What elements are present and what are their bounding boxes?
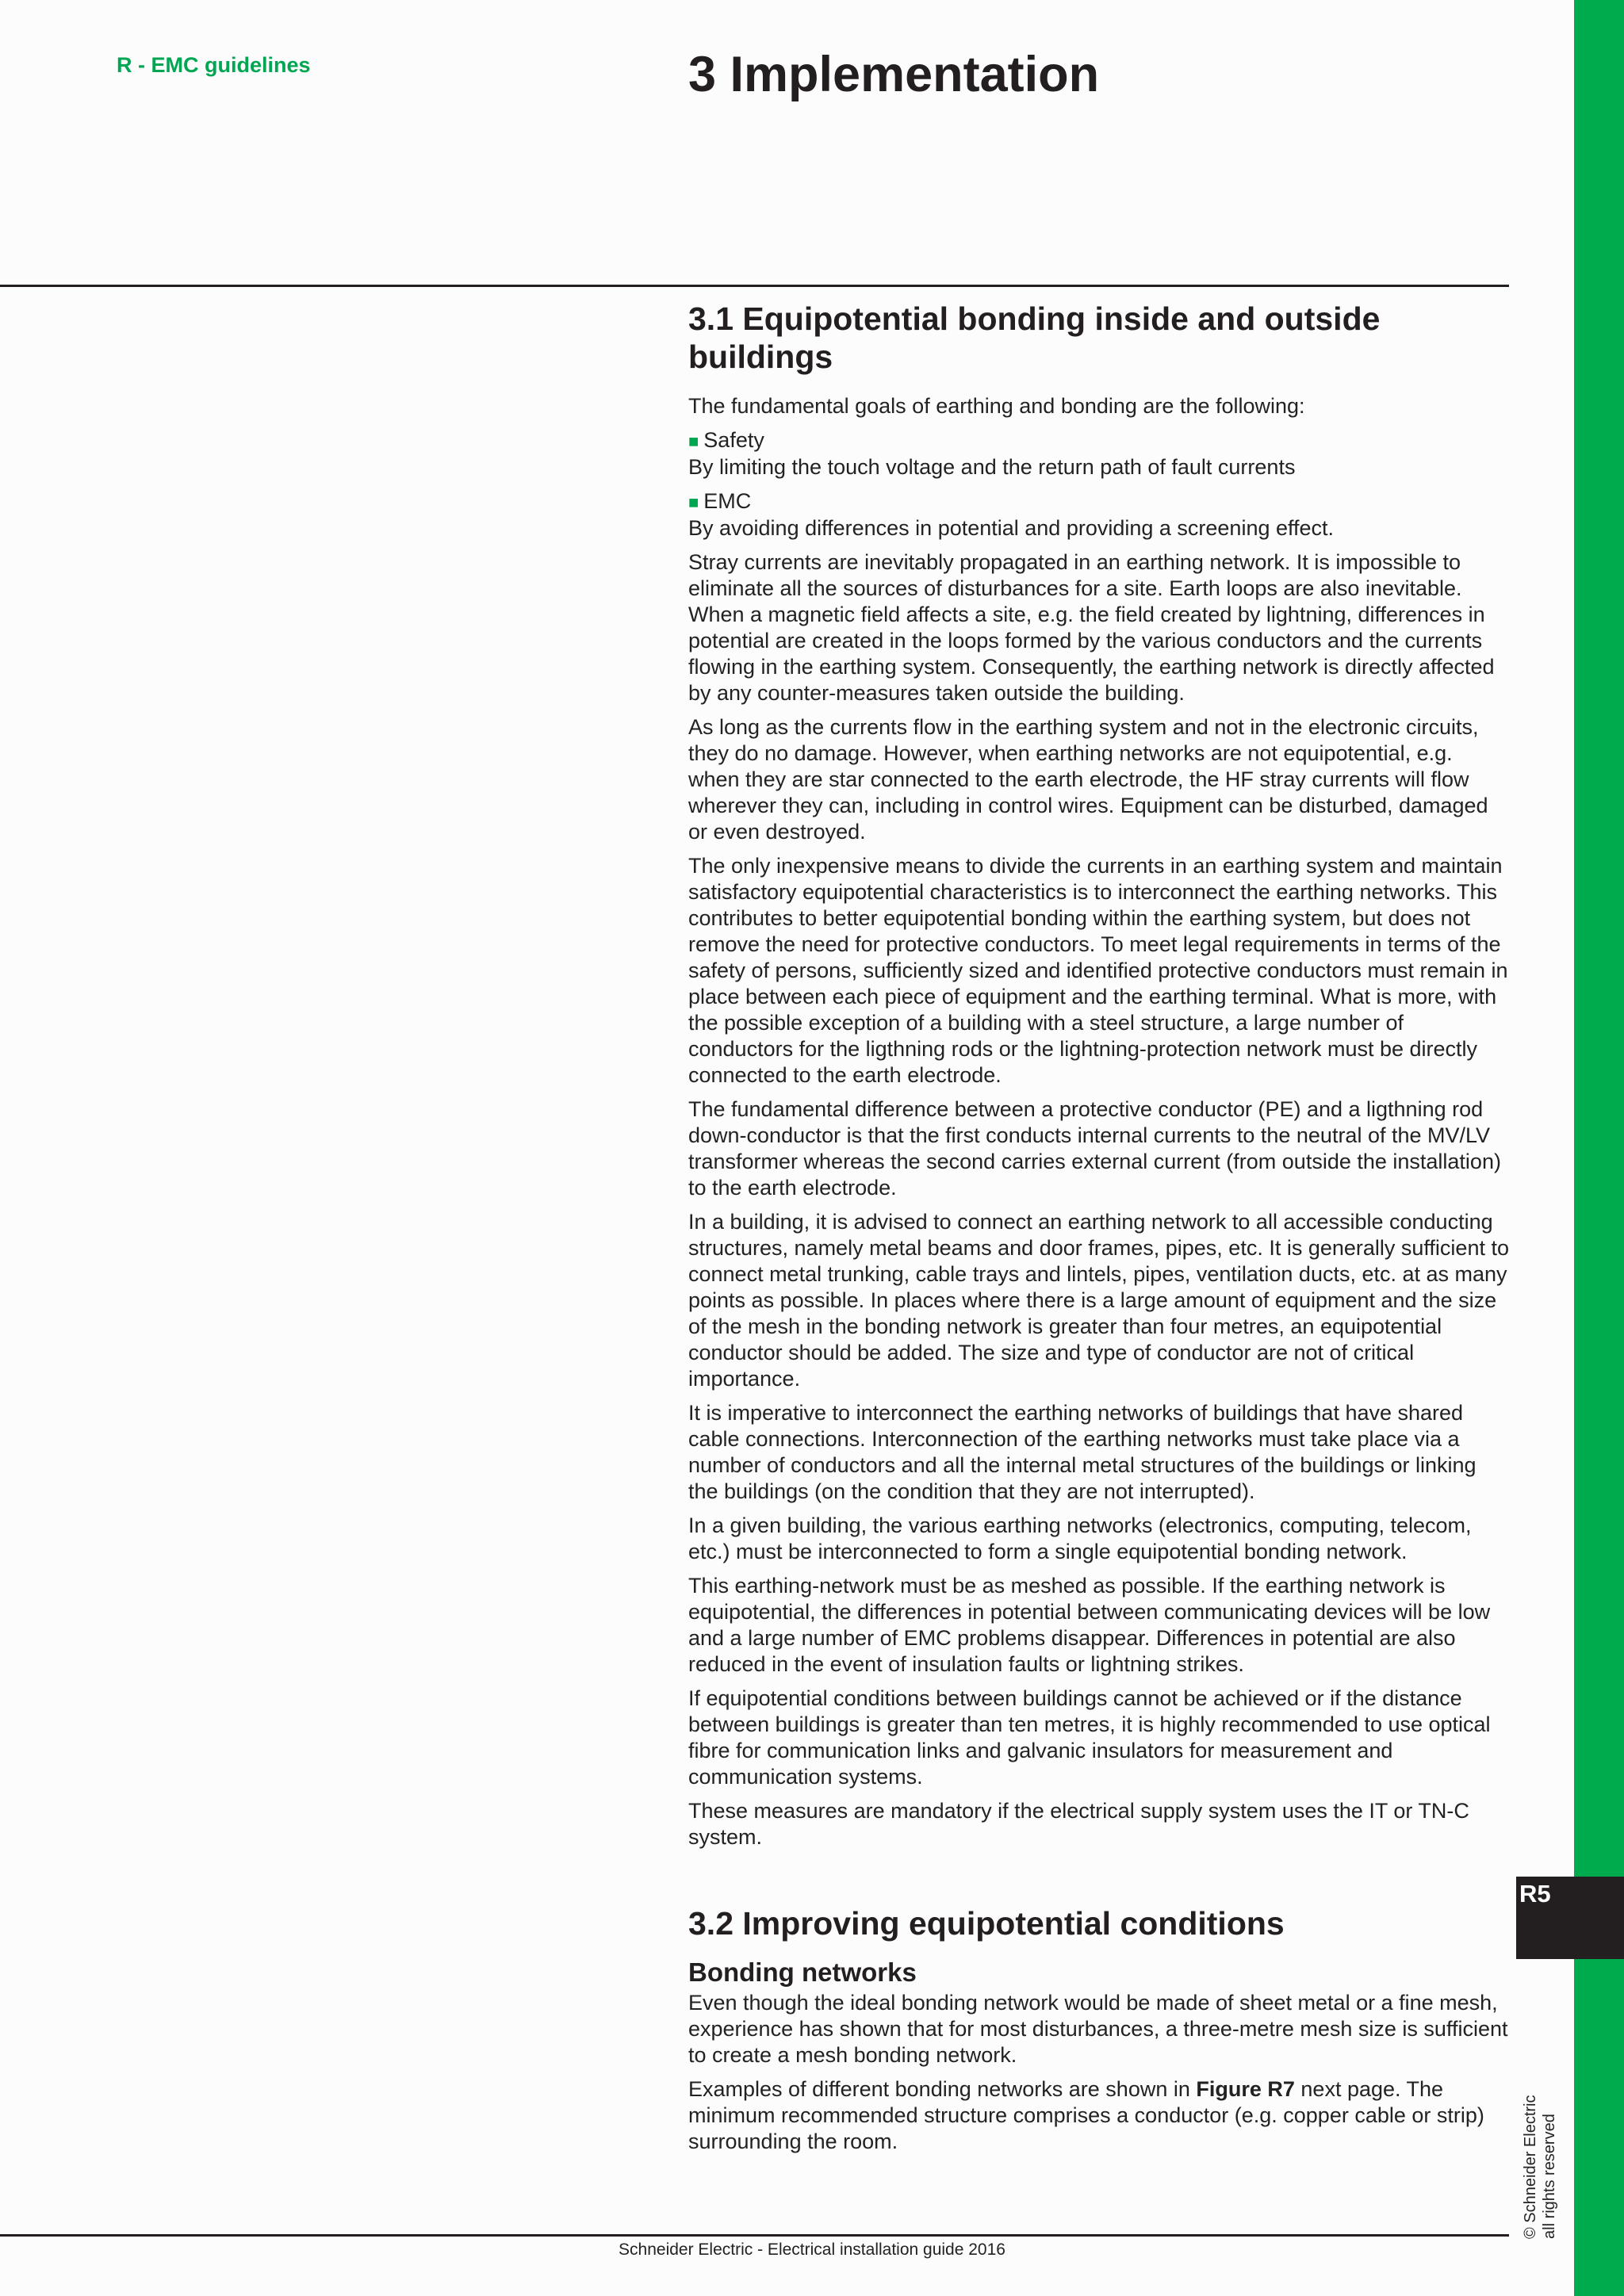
goal-label: EMC — [703, 489, 752, 513]
body-paragraph: If equipotential conditions between buildings cannot be achieved or if the distance between buildings is greater than ten metres, it is highly recommended to use optical fibre for communication links and galvanic insulators for measurement and communication systems. — [688, 1686, 1491, 1789]
goal-safety-text: By limiting the touch voltage and the return path of fault currents — [688, 455, 1296, 479]
section-heading-3-2: 3.2 Improving equipotential conditions — [688, 1905, 1285, 1942]
body-paragraph: In a given building, the various earthing networks (electronics, computing, telecom, etc.) must be interconnected to form a single equipotential bonding network. — [688, 1513, 1472, 1563]
copyright-line-1: © Schneider Electric — [1522, 2095, 1539, 2239]
subheading-bonding-networks: Bonding networks — [688, 1957, 917, 1987]
body-paragraph: As long as the currents flow in the earthing system and not in the electronic circuits, they do no damage. However, when earthing networks are not equipotential, e.g. when they are star connected to the earth electrode, the HF stray currents will flow wherever they can, including in control wires. Equipment can be disturbed, damaged or even destroyed. — [688, 715, 1488, 844]
body-paragraph: It is imperative to interconnect the earthing networks of buildings that have shared cable connections. Interconnection of the earthing networks must take place via a number of conductors and all the internal metal structures of the buildings or linking the buildings (on the condition that they are not interrupted). — [688, 1401, 1477, 1503]
body-paragraph: The fundamental difference between a protective conductor (PE) and a ligthning rod down-conductor is that the first conducts internal currents to the neutral of the MV/LV transformer whereas the second carries external current (from outside the installation) to the earth electrode. — [688, 1097, 1501, 1200]
page-tab — [1516, 1877, 1624, 1959]
goal-emc-label — [688, 488, 1509, 515]
text-run: next page. The minimum recommended structure comprises a conductor (e.g. copper cable or strip) surrounding the room. — [688, 2077, 1484, 2153]
footer-text: Schneider Electric - Electrical installation guide 2016 — [619, 2241, 1005, 2259]
goal-safety-label — [688, 427, 1509, 454]
text-run: Examples of different bonding networks are shown in — [688, 2077, 1197, 2101]
body-paragraph: These measures are mandatory if the electrical supply system uses the IT or TN-C system. — [688, 1799, 1469, 1849]
top-divider — [0, 285, 1509, 287]
body-paragraph: Stray currents are inevitably propagated in an earthing network. It is impossible to eliminate all the sources of disturbances for a site. Earth loops are also inevitable. When a magnetic field affects a site, e.g. the field created by lightning, differences in potential are created in the loops formed by the various conductors and the currents flowing in the earthing system. Consequently, the earthing network is directly affected by any counter-measures taken outside the building. — [688, 550, 1495, 705]
goal-emc-text: By avoiding differences in potential and providing a screening effect. — [688, 516, 1335, 540]
section-label: R - EMC guidelines — [117, 53, 311, 77]
copyright-notice — [1521, 2017, 1559, 2239]
bullet-square-icon: ■ — [688, 492, 699, 512]
figure-reference: Figure R7 — [1196, 2077, 1295, 2101]
body-paragraph: The only inexpensive means to divide the currents in an earthing system and maintain satisfactory equipotential characteristics is to interconnect the earthing networks. This contributes to better equipotential bonding within the earthing system, but does not remove the need for protective conductors. To meet legal requirements in terms of the safety of persons, sufficiently sized and identified protective conductors must remain in place between each piece of equipment and the earthing terminal. What is more, with the possible exception of a building with a steel structure, a large number of conductors for the ligthning rods or the lightning-protection network must be directly connected to the earth electrode. — [688, 854, 1508, 1087]
body-paragraph: Even though the ideal bonding network would be made of sheet metal or a fine mesh, experience has shown that for most disturbances, a three-metre mesh size is sufficient to create a mesh bonding network. — [688, 1991, 1508, 2067]
body-paragraph: This earthing-network must be as meshed as possible. If the earthing network is equipotential, the differences in potential between communicating devices will be low and a large number of EMC problems disappear. Differences in potential are also reduced in the event of insulation faults or lightning strikes. — [688, 1574, 1491, 1676]
body-paragraph: In a building, it is advised to connect an earthing network to all accessible conducting structures, namely metal beams and door frames, pipes, etc. It is generally sufficient to connect metal trunking, cable trays and lintels, pipes, ventilation ducts, etc. at as many points as possible. In places where there is a large amount of equipment and the size of the mesh in the bonding network is greater than four metres, an equipotential conductor should be added. The size and type of conductor are not of critical importance. — [688, 1210, 1509, 1391]
body-paragraph-figure-ref — [688, 2076, 1509, 2155]
bullet-square-icon: ■ — [688, 431, 699, 451]
intro-paragraph: The fundamental goals of earthing and bonding are the following: — [688, 394, 1305, 418]
copyright-line-2: all rights reserved — [1541, 2114, 1558, 2239]
section-heading-3-1: 3.1 Equipotential bonding inside and outside buildings — [688, 300, 1381, 375]
page-tab-label: R5 — [1519, 1880, 1551, 1908]
bottom-divider — [0, 2234, 1509, 2237]
chapter-title: 3 Implementation — [688, 47, 1100, 102]
main-content — [688, 300, 1509, 2163]
goal-label: Safety — [703, 428, 764, 452]
